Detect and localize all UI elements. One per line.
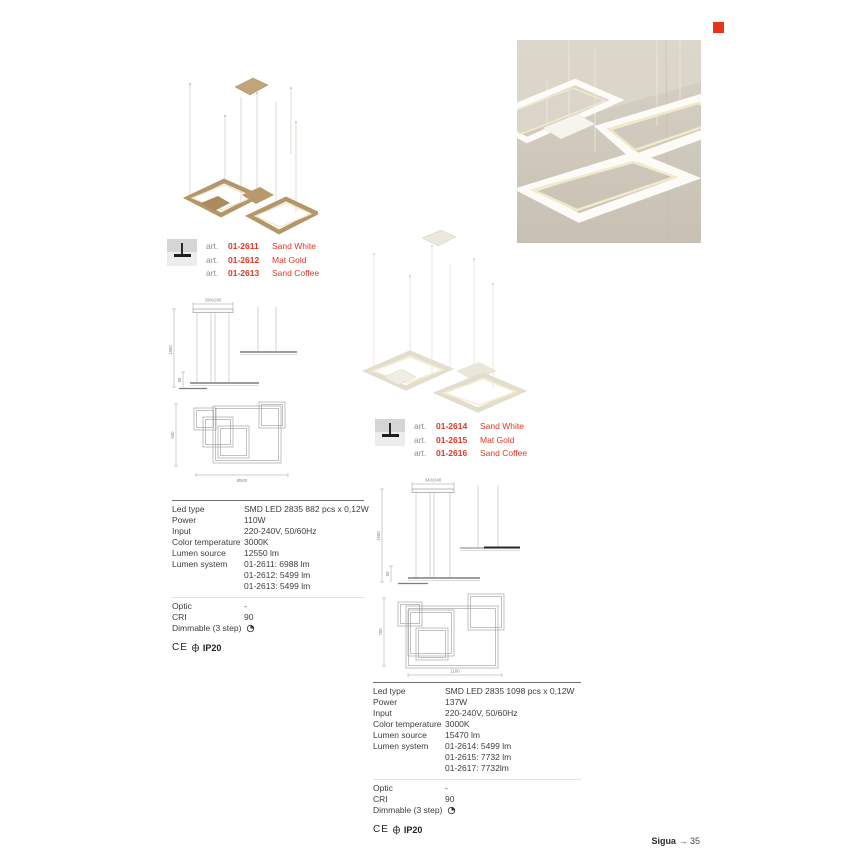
canopy-plate	[422, 230, 456, 246]
spec-value: 90	[244, 612, 254, 622]
spec-label: Optic	[172, 601, 192, 611]
certification-circle-icon	[392, 825, 401, 835]
article-finish: Mat Gold	[480, 434, 515, 445]
dim-canopy-label: 340x340	[424, 477, 442, 483]
ce-mark: CE	[172, 642, 188, 653]
product-1-articles	[167, 239, 319, 281]
dim-height-label: 1580	[376, 531, 381, 541]
article-code: 01-2613	[228, 268, 260, 278]
spec-value: 12550 lm	[244, 548, 279, 558]
spec-value: SMD LED 2835 882 pcs x 0,12W	[244, 504, 369, 514]
article-code: 01-2615	[436, 434, 468, 445]
spec-label: Lumen source	[172, 548, 226, 558]
canopy-plate	[235, 78, 268, 95]
spec-label: Power	[373, 697, 398, 707]
product-1-illustration	[178, 58, 318, 238]
lumen-system-values: 01-2611: 6988 lm 01-2612: 5499 lm 01-2613: 5499 lm	[244, 559, 311, 591]
spec-value: 3000K	[244, 537, 269, 547]
dim-height-label: 1500	[168, 345, 173, 355]
spec-value: 90	[445, 794, 455, 804]
art-label: art.	[206, 268, 219, 278]
plan-width-label: Ø900	[236, 478, 248, 483]
article-finish: Sand White	[480, 421, 524, 431]
article-finish: Sand Coffee	[480, 448, 528, 458]
spec-value: 220-240V, 50/60Hz	[445, 708, 518, 718]
art-label: art.	[414, 434, 427, 445]
article-finish: Mat Gold	[272, 254, 307, 265]
ip-rating: IP20	[202, 642, 222, 653]
footer-arrow: →	[678, 836, 688, 846]
spec-value: SMD LED 2835 1098 pcs x 0,12W	[445, 686, 575, 696]
dimmable-icon	[246, 624, 255, 633]
page-footer	[576, 836, 700, 846]
spec-label: Optic	[373, 783, 393, 793]
dimmable-icon	[447, 806, 456, 815]
plan-squares	[398, 594, 504, 668]
article-finish: Sand Coffee	[272, 268, 320, 278]
spec-value: -	[445, 783, 448, 793]
dim-detail-label: 50	[177, 377, 182, 383]
product-1-spec-table	[172, 500, 369, 653]
article-finish: Sand White	[272, 241, 316, 251]
spec-label: Input	[172, 526, 191, 536]
spec-label: Dimmable (3 step)	[373, 805, 443, 815]
spec-section-2	[172, 597, 364, 634]
certifications	[172, 642, 364, 653]
page-number: 35	[689, 836, 700, 846]
ip-rating: IP20	[403, 824, 423, 835]
page-corner-marker	[713, 22, 724, 33]
art-label: art.	[414, 448, 427, 458]
spec-label: CRI	[172, 612, 187, 622]
spec-label: Lumen system	[172, 559, 228, 569]
spec-label: Lumen system	[373, 741, 429, 751]
art-label: art.	[206, 254, 219, 265]
spec-value: 220-240V, 50/60Hz	[244, 526, 317, 536]
product-2-spec-table	[373, 682, 581, 835]
spec-label: Lumen source	[373, 730, 427, 740]
spec-label: Dimmable (3 step)	[172, 623, 242, 633]
plan-depth-label: 700	[378, 628, 383, 636]
hero-photo	[517, 40, 701, 243]
article-row	[206, 254, 319, 268]
art-label: art.	[414, 421, 427, 431]
spec-value: 110W	[244, 515, 266, 525]
ce-mark: CE	[373, 824, 389, 835]
article-code: 01-2614	[436, 421, 468, 431]
spec-value: 137W	[445, 697, 468, 707]
certifications	[373, 824, 581, 835]
spec-label: Led type	[373, 686, 406, 696]
article-row	[206, 240, 319, 254]
plan-width-label: 1100	[450, 668, 460, 674]
pendant-category-icon	[167, 239, 197, 266]
spec-label: Power	[172, 515, 197, 525]
spec-value: 15470 lm	[445, 730, 480, 740]
article-row	[414, 434, 527, 448]
article-row	[414, 420, 527, 434]
product-1-technical-drawing	[166, 293, 301, 488]
spec-value: -	[244, 601, 247, 611]
plan-depth-label: 600	[170, 431, 175, 439]
article-code: 01-2612	[228, 254, 260, 265]
product-2-technical-drawing	[372, 476, 522, 681]
spec-value: 3000K	[445, 719, 470, 729]
spec-label: CRI	[373, 794, 388, 804]
spec-label: Color temperature	[373, 719, 442, 729]
series-name: Sigua	[651, 836, 676, 846]
art-label: art.	[206, 241, 219, 251]
dim-detail-label: 50	[385, 571, 390, 577]
certification-circle-icon	[191, 643, 200, 653]
spec-section-2	[373, 779, 581, 816]
spec-label: Led type	[172, 504, 205, 514]
spec-label: Color temperature	[172, 537, 241, 547]
plan-squares	[194, 402, 285, 463]
pendant-category-icon	[375, 419, 405, 446]
article-row	[206, 267, 319, 281]
product-2-illustration	[362, 226, 537, 418]
lumen-system-values: 01-2614: 5499 lm 01-2615: 7732 lm 01-2617: 7732lm	[445, 741, 512, 773]
article-code: 01-2611	[228, 241, 259, 251]
product-2-articles	[375, 419, 527, 461]
spec-label: Input	[373, 708, 392, 718]
article-code: 01-2616	[436, 448, 468, 458]
dim-canopy-label: 290x290	[204, 297, 222, 303]
article-row	[414, 447, 527, 461]
